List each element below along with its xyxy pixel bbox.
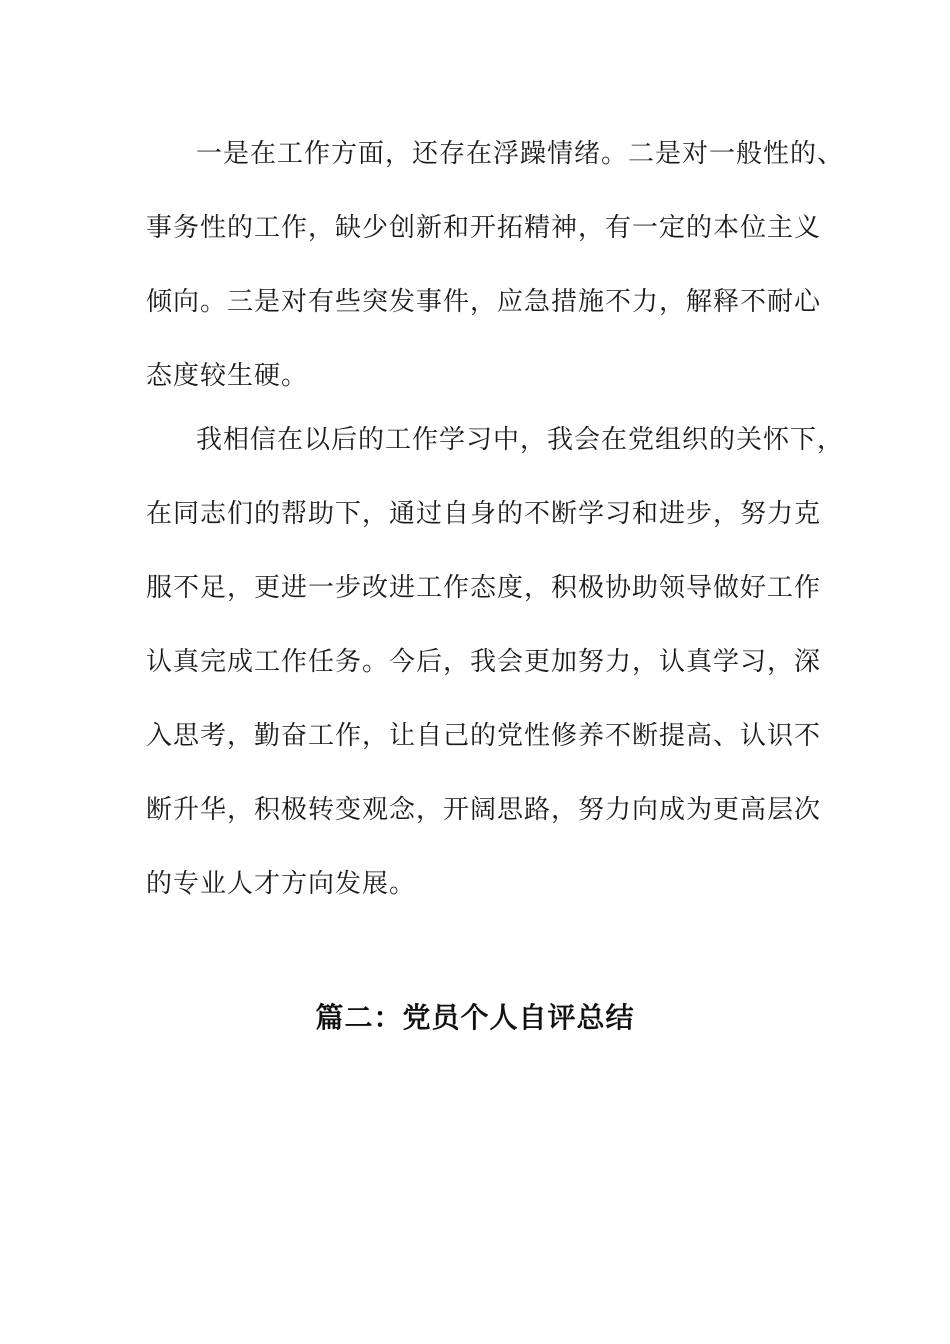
paragraph-line: 断升华，积极转变观念，开阔思路，努力向成为更高层次 — [146, 795, 822, 825]
paragraph-line: 态度较生硬。 — [146, 361, 309, 391]
section-heading: 篇二：党员个人自评总结 — [315, 1001, 635, 1034]
paragraph-line: 在同志们的帮助下，通过自身的不断学习和进步，努力克 — [146, 499, 822, 529]
paragraph-line: 我相信在以后的工作学习中，我会在党组织的关怀下， — [196, 425, 845, 455]
paragraph-line: 入思考，勤奋工作，让自己的党性修养不断提高、认识不 — [146, 721, 822, 751]
paragraph-line: 一是在工作方面，还存在浮躁情绪。二是对一般性的、 — [196, 139, 845, 169]
paragraph-line: 服不足，更进一步改进工作态度，积极协助领导做好工作 — [146, 573, 822, 603]
paragraph-line: 事务性的工作，缺少创新和开拓精神，有一定的本位主义 — [146, 213, 822, 243]
paragraph-line: 认真完成工作任务。今后，我会更加努力，认真学习，深 — [146, 647, 822, 677]
paragraph-line: 倾向。三是对有些突发事件，应急措施不力，解释不耐心 — [146, 287, 822, 317]
paragraph-line: 的专业人才方向发展。 — [146, 869, 417, 899]
